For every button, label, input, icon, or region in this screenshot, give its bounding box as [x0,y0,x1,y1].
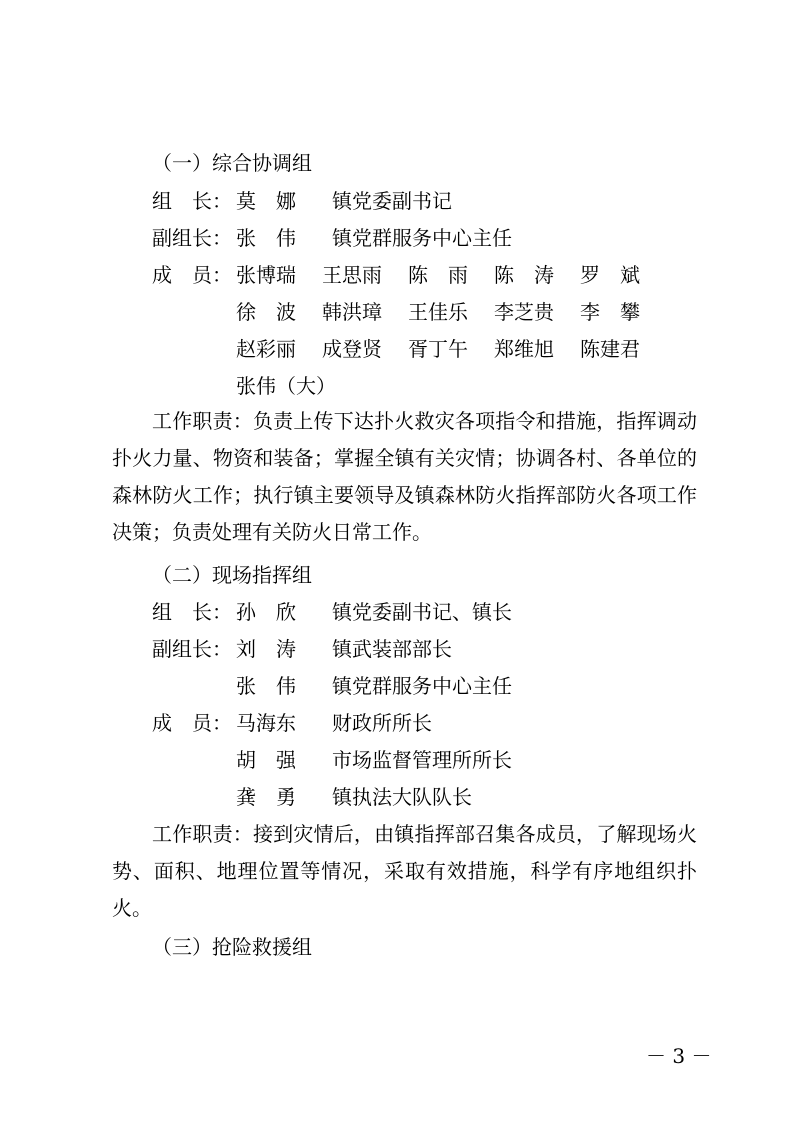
member-name: 陈 雨 [408,263,468,287]
section2-deputy [236,636,452,662]
section1-duty: 工作职责：负责上传下达扑火救灾各项指令和措施，指挥调动扑火力量、物资和装备；掌握全镇有关灾情；协调各村、各单位的森林防火工作；执行镇主要领导及镇森林防火指挥部防火各项工作决策；负责处理有关防火日常工作。 [112,409,697,544]
deputy-title: 镇党群服务中心主任 [332,674,512,698]
section1-deputy [236,225,512,251]
member-row [236,373,336,399]
member-name: 赵彩丽 [236,337,296,361]
member-row [236,299,666,325]
deputy-name: 张 伟 [236,226,296,250]
member-name: 韩洪璋 [322,300,382,324]
section2-deputy [236,673,512,699]
page-number: － 3 － [646,1044,712,1068]
section2-duty: 工作职责：接到灾情后，由镇指挥部召集各成员，了解现场火势、面积、地理位置等情况，采取有效措施，科学有序地组织扑火。 [112,822,697,920]
deputy-title: 镇武装部部长 [332,637,452,661]
section2-members-label: 成 员： [152,711,232,735]
member-name: 王思雨 [322,263,382,287]
member-name: 李芝贵 [494,300,554,324]
section2-member [236,710,432,736]
member-name: 胡 强 [236,748,296,772]
member-name: 陈 涛 [494,263,554,287]
section2-member [236,747,512,773]
member-row [236,262,666,288]
member-name: 李 攀 [580,300,640,324]
member-name: 龚 勇 [236,785,296,809]
section2-member [236,784,472,810]
section2-leader [236,599,512,625]
leader-title: 镇党委副书记 [332,189,452,213]
leader-title: 镇党委副书记、镇长 [332,600,512,624]
section1-members-label: 成 员： [152,263,232,287]
member-title: 市场监督管理所所长 [332,748,512,772]
section2-deputy-label: 副组长： [152,637,232,661]
section1-heading: （一）综合协调组 [152,151,312,175]
member-name: 胥丁午 [408,337,468,361]
member-name: 罗 斌 [580,263,640,287]
section1-leader [236,188,452,214]
section1-deputy-label: 副组长： [152,226,232,250]
member-name: 王佳乐 [408,300,468,324]
deputy-name: 刘 涛 [236,637,296,661]
member-title: 财政所所长 [332,711,432,735]
member-name: 张伟（大） [236,374,336,398]
leader-name: 孙 欣 [236,600,296,624]
member-name: 陈建君 [580,337,640,361]
member-name: 郑维旭 [494,337,554,361]
section1-leader-label: 组 长： [152,189,232,213]
member-row [236,336,666,362]
member-title: 镇执法大队队长 [332,785,472,809]
member-name: 徐 波 [236,300,296,324]
member-name: 成登贤 [322,337,382,361]
section3-heading: （三）抢险救援组 [152,935,312,959]
member-name: 张博瑞 [236,263,296,287]
leader-name: 莫 娜 [236,189,296,213]
section2-leader-label: 组 长： [152,600,232,624]
deputy-title: 镇党群服务中心主任 [332,226,512,250]
section2-heading: （二）现场指挥组 [152,563,312,587]
member-name: 马海东 [236,711,296,735]
deputy-name: 张 伟 [236,674,296,698]
